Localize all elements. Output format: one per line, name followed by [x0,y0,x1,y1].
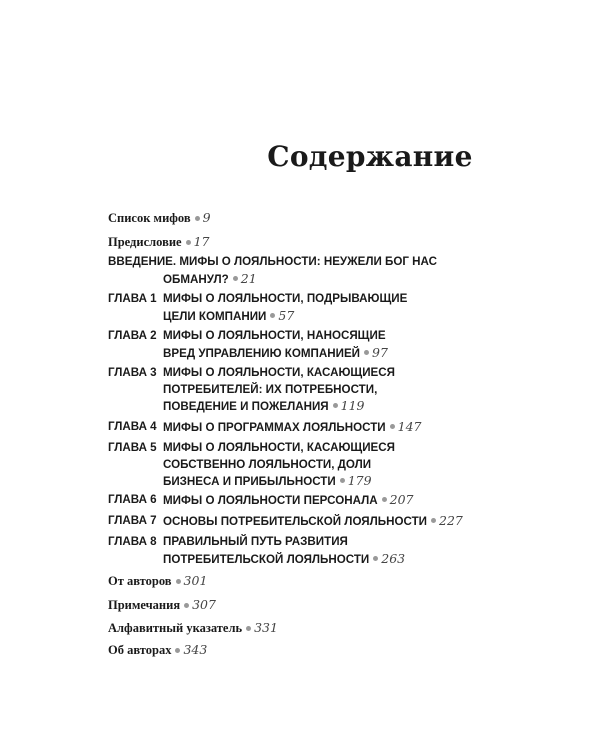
bullet-icon [233,276,238,281]
bullet-icon [184,603,189,608]
page-number: 57 [278,307,295,323]
bullet-icon [246,626,251,631]
toc-entry[interactable] [108,573,528,590]
toc-chapter[interactable] [108,291,528,325]
toc-entry[interactable] [108,597,528,614]
entry-title: От авторов [108,574,172,588]
page-number: 227 [439,513,463,528]
page-title: Содержание [267,140,473,173]
bullet-icon [176,579,181,584]
page-number: 301 [183,573,208,588]
entry-title: Примечания [108,598,181,612]
page-number: 119 [340,398,365,413]
entry-title: Список мифов [108,211,191,225]
entry-title: МИФЫ О ЛОЯЛЬНОСТИ, КАСАЮЩИЕСЯ СОБСТВЕННО ЛОЯЛЬНОСТИ, ДОЛИ БИЗНЕСА И ПРИБЫЛЬНОСТИ [163,441,395,488]
toc-entry[interactable] [108,620,528,637]
toc-entry[interactable] [108,642,528,659]
entry-title: Предисловие [108,235,182,249]
page-number: 9 [202,210,211,225]
chapter-label: ГЛАВА 3 [108,366,157,379]
toc-chapter[interactable] [108,534,528,568]
entry-title: МИФЫ О ЛОЯЛЬНОСТИ, ПОДРЫВАЮЩИЕ ЦЕЛИ КОМПАНИИ [163,292,408,323]
toc-chapter[interactable] [108,365,528,416]
entry-title: ОСНОВЫ ПОТРЕБИТЕЛЬСКОЙ ЛОЯЛЬНОСТИ [163,515,427,528]
toc-entry[interactable] [108,210,528,227]
entry-title: МИФЫ О ЛОЯЛЬНОСТИ, НАНОСЯЩИЕ ВРЕД УПРАВЛЕНИЮ КОМПАНИЕЙ [163,329,386,360]
bullet-icon [431,518,436,523]
entry-title: МИФЫ О ЛОЯЛЬНОСТИ, КАСАЮЩИЕСЯ ПОТРЕБИТЕЛЕЙ: ИХ ПОТРЕБНОСТИ, ПОВЕДЕНИЕ И ПОЖЕЛАНИЯ [163,366,395,413]
chapter-label: ГЛАВА 1 [108,292,157,305]
bullet-icon [195,216,200,221]
toc-entry-intro[interactable] [108,254,463,288]
page-number: 179 [347,473,372,488]
toc-chapter[interactable] [108,419,528,437]
page-number: 21 [240,270,257,286]
toc-chapter[interactable] [108,492,528,510]
page-number: 331 [254,620,278,635]
page-number: 207 [389,492,414,507]
chapter-label: ГЛАВА 8 [108,535,157,548]
entry-title: Об авторах [108,643,172,657]
entry-title: Алфавитный указатель [108,621,243,635]
toc-chapter[interactable] [108,440,528,491]
entry-title: ПРАВИЛЬНЫЙ ПУТЬ РАЗВИТИЯ ПОТРЕБИТЕЛЬСКОЙ ЛОЯЛЬНОСТИ [163,535,370,566]
chapter-label: ГЛАВА 4 [108,420,157,433]
bullet-icon [364,350,369,355]
toc-entry[interactable] [108,234,528,251]
bullet-icon [340,478,345,483]
bullet-icon [382,497,387,502]
bullet-icon [175,648,180,653]
chapter-label: ГЛАВА 7 [108,514,157,527]
toc-chapter[interactable] [108,328,528,362]
chapter-label: ГЛАВА 5 [108,441,157,454]
entry-title: ВВЕДЕНИЕ. МИФЫ О ЛОЯЛЬНОСТИ: НЕУЖЕЛИ БОГ НАС ОБМАНУЛ? [108,255,438,286]
page-number: 343 [183,642,208,657]
bullet-icon [186,240,191,245]
chapter-label: ГЛАВА 2 [108,329,157,342]
page-number: 17 [193,234,210,249]
bullet-icon [373,556,378,561]
chapter-label: ГЛАВА 6 [108,493,157,506]
bullet-icon [390,424,395,429]
page-number: 263 [381,550,406,566]
entry-title: МИФЫ О ЛОЯЛЬНОСТИ ПЕРСОНАЛА [163,494,378,507]
bullet-icon [333,403,338,408]
page-number: 147 [397,419,422,434]
toc-chapter[interactable] [108,513,528,531]
page-number: 307 [192,597,216,612]
page-number: 97 [372,344,388,360]
bullet-icon [270,313,275,318]
entry-title: МИФЫ О ПРОГРАММАХ ЛОЯЛЬНОСТИ [163,421,386,434]
